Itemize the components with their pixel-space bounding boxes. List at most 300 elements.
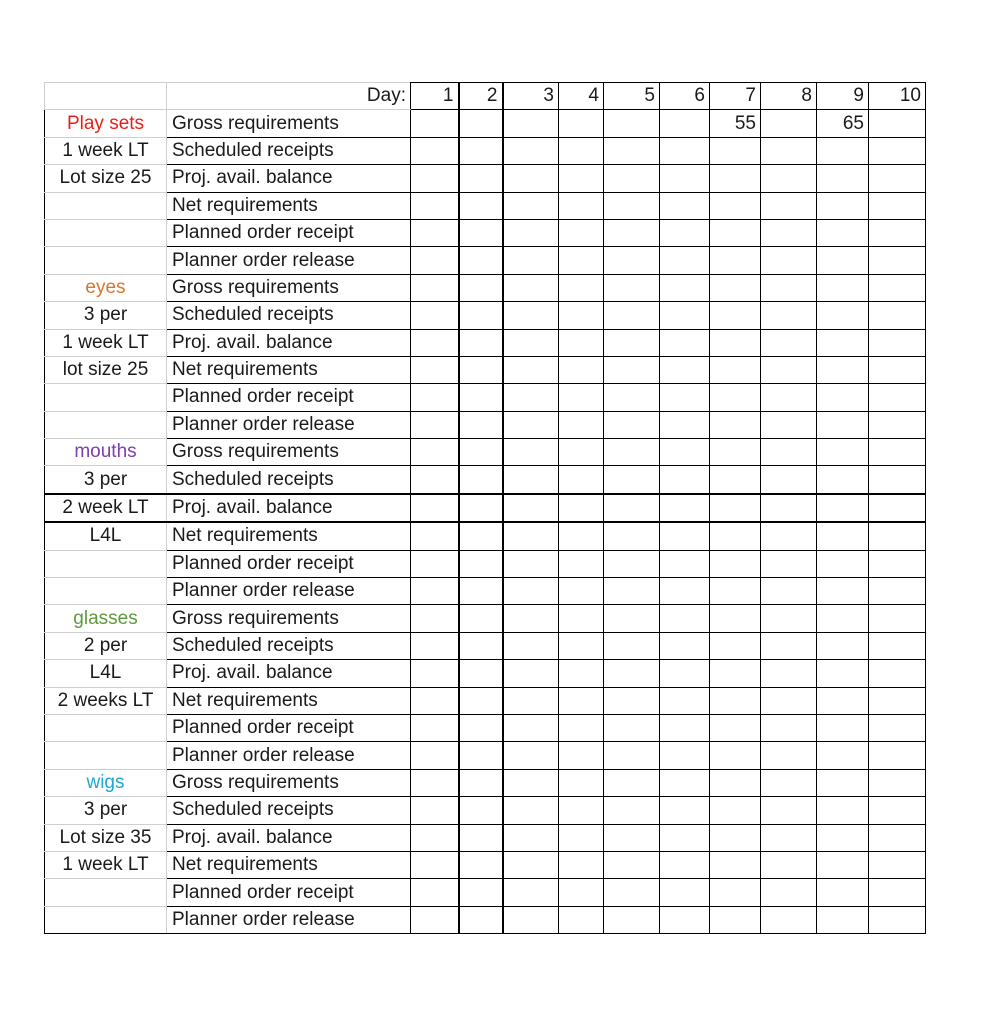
value-cell[interactable] (710, 219, 761, 246)
value-cell[interactable] (817, 578, 869, 605)
value-cell[interactable] (817, 714, 869, 741)
value-cell[interactable] (604, 411, 660, 438)
value-cell[interactable] (459, 660, 503, 687)
value-cell[interactable] (710, 302, 761, 329)
value-cell[interactable] (411, 247, 459, 274)
value-cell[interactable] (503, 605, 559, 632)
value-cell[interactable] (710, 165, 761, 192)
value-cell[interactable] (559, 274, 604, 301)
value-cell[interactable] (604, 274, 660, 301)
value-cell[interactable] (411, 165, 459, 192)
value-cell[interactable] (411, 329, 459, 356)
value-cell[interactable] (660, 769, 710, 796)
value-cell[interactable] (710, 906, 761, 933)
value-cell[interactable] (869, 660, 926, 687)
value-cell[interactable] (761, 879, 817, 906)
value-cell[interactable] (761, 411, 817, 438)
value-cell[interactable] (459, 192, 503, 219)
value-cell[interactable] (817, 632, 869, 659)
value-cell[interactable] (503, 329, 559, 356)
value-cell[interactable] (710, 742, 761, 769)
value-cell[interactable] (817, 824, 869, 851)
value-cell[interactable] (559, 356, 604, 383)
value-cell[interactable] (604, 578, 660, 605)
value-cell[interactable] (503, 247, 559, 274)
value-cell[interactable] (503, 824, 559, 851)
value-cell[interactable] (604, 851, 660, 878)
value-cell[interactable] (761, 797, 817, 824)
value-cell[interactable] (503, 879, 559, 906)
value-cell[interactable] (503, 660, 559, 687)
value-cell[interactable] (710, 879, 761, 906)
value-cell[interactable] (710, 247, 761, 274)
value-cell[interactable] (710, 687, 761, 714)
value-cell[interactable] (459, 851, 503, 878)
value-cell[interactable] (459, 274, 503, 301)
value-cell[interactable] (411, 356, 459, 383)
value-cell[interactable] (761, 687, 817, 714)
value-cell[interactable] (411, 439, 459, 466)
value-cell[interactable] (459, 797, 503, 824)
value-cell[interactable] (660, 714, 710, 741)
value-cell[interactable] (503, 851, 559, 878)
value-cell[interactable] (604, 137, 660, 164)
value-cell[interactable] (817, 356, 869, 383)
value-cell[interactable] (710, 384, 761, 411)
value-cell[interactable] (604, 466, 660, 494)
value-cell[interactable] (660, 165, 710, 192)
value-cell[interactable] (503, 578, 559, 605)
value-cell[interactable] (459, 411, 503, 438)
value-cell[interactable]: 65 (817, 110, 869, 137)
value-cell[interactable] (660, 578, 710, 605)
value-cell[interactable] (604, 329, 660, 356)
value-cell[interactable] (604, 192, 660, 219)
value-cell[interactable] (411, 714, 459, 741)
value-cell[interactable] (604, 384, 660, 411)
value-cell[interactable] (660, 274, 710, 301)
value-cell[interactable] (660, 605, 710, 632)
value-cell[interactable] (761, 550, 817, 577)
value-cell[interactable] (710, 466, 761, 494)
value-cell[interactable] (710, 769, 761, 796)
value-cell[interactable] (817, 550, 869, 577)
value-cell[interactable] (559, 769, 604, 796)
value-cell[interactable] (411, 660, 459, 687)
value-cell[interactable] (869, 522, 926, 550)
value-cell[interactable] (559, 165, 604, 192)
value-cell[interactable] (459, 550, 503, 577)
value-cell[interactable] (710, 578, 761, 605)
value-cell[interactable] (710, 660, 761, 687)
value-cell[interactable] (660, 660, 710, 687)
value-cell[interactable] (761, 769, 817, 796)
value-cell[interactable] (459, 494, 503, 522)
value-cell[interactable] (503, 110, 559, 137)
value-cell[interactable] (710, 522, 761, 550)
value-cell[interactable] (503, 274, 559, 301)
value-cell[interactable] (411, 769, 459, 796)
value-cell[interactable] (761, 660, 817, 687)
value-cell[interactable] (761, 137, 817, 164)
value-cell[interactable] (459, 879, 503, 906)
value-cell[interactable] (710, 192, 761, 219)
value-cell[interactable] (559, 824, 604, 851)
value-cell[interactable] (604, 906, 660, 933)
value-cell[interactable] (660, 494, 710, 522)
value-cell[interactable] (761, 522, 817, 550)
value-cell[interactable] (411, 192, 459, 219)
value-cell[interactable] (604, 660, 660, 687)
value-cell[interactable] (604, 605, 660, 632)
value-cell[interactable] (761, 439, 817, 466)
value-cell[interactable] (660, 851, 710, 878)
value-cell[interactable]: 55 (710, 110, 761, 137)
value-cell[interactable] (660, 550, 710, 577)
value-cell[interactable] (559, 329, 604, 356)
value-cell[interactable] (710, 714, 761, 741)
value-cell[interactable] (869, 824, 926, 851)
value-cell[interactable] (503, 687, 559, 714)
value-cell[interactable] (459, 578, 503, 605)
value-cell[interactable] (559, 632, 604, 659)
value-cell[interactable] (869, 411, 926, 438)
value-cell[interactable] (869, 742, 926, 769)
value-cell[interactable] (411, 384, 459, 411)
value-cell[interactable] (869, 165, 926, 192)
value-cell[interactable] (817, 439, 869, 466)
value-cell[interactable] (604, 687, 660, 714)
value-cell[interactable] (559, 439, 604, 466)
value-cell[interactable] (559, 714, 604, 741)
value-cell[interactable] (817, 274, 869, 301)
value-cell[interactable] (660, 329, 710, 356)
value-cell[interactable] (660, 302, 710, 329)
value-cell[interactable] (559, 384, 604, 411)
value-cell[interactable] (817, 769, 869, 796)
value-cell[interactable] (710, 797, 761, 824)
value-cell[interactable] (869, 384, 926, 411)
value-cell[interactable] (559, 879, 604, 906)
value-cell[interactable] (559, 466, 604, 494)
value-cell[interactable] (761, 632, 817, 659)
value-cell[interactable] (869, 329, 926, 356)
value-cell[interactable] (459, 302, 503, 329)
value-cell[interactable] (869, 906, 926, 933)
value-cell[interactable] (710, 329, 761, 356)
value-cell[interactable] (559, 687, 604, 714)
value-cell[interactable] (710, 550, 761, 577)
value-cell[interactable] (710, 632, 761, 659)
value-cell[interactable] (869, 769, 926, 796)
value-cell[interactable] (660, 356, 710, 383)
value-cell[interactable] (761, 851, 817, 878)
value-cell[interactable] (817, 851, 869, 878)
value-cell[interactable] (559, 302, 604, 329)
value-cell[interactable] (559, 411, 604, 438)
value-cell[interactable] (559, 660, 604, 687)
value-cell[interactable] (761, 466, 817, 494)
value-cell[interactable] (660, 687, 710, 714)
value-cell[interactable] (817, 879, 869, 906)
value-cell[interactable] (869, 632, 926, 659)
value-cell[interactable] (411, 605, 459, 632)
value-cell[interactable] (411, 578, 459, 605)
value-cell[interactable] (559, 550, 604, 577)
value-cell[interactable] (710, 494, 761, 522)
value-cell[interactable] (761, 742, 817, 769)
value-cell[interactable] (869, 439, 926, 466)
value-cell[interactable] (869, 302, 926, 329)
value-cell[interactable] (411, 522, 459, 550)
value-cell[interactable] (503, 522, 559, 550)
value-cell[interactable] (503, 137, 559, 164)
value-cell[interactable] (817, 329, 869, 356)
value-cell[interactable] (503, 906, 559, 933)
value-cell[interactable] (559, 742, 604, 769)
value-cell[interactable] (660, 632, 710, 659)
value-cell[interactable] (503, 302, 559, 329)
value-cell[interactable] (660, 824, 710, 851)
value-cell[interactable] (604, 824, 660, 851)
value-cell[interactable] (503, 714, 559, 741)
value-cell[interactable] (411, 550, 459, 577)
value-cell[interactable] (710, 356, 761, 383)
value-cell[interactable] (869, 219, 926, 246)
value-cell[interactable] (761, 494, 817, 522)
value-cell[interactable] (817, 219, 869, 246)
value-cell[interactable] (411, 411, 459, 438)
value-cell[interactable] (559, 110, 604, 137)
value-cell[interactable] (869, 466, 926, 494)
value-cell[interactable] (817, 494, 869, 522)
value-cell[interactable] (411, 110, 459, 137)
value-cell[interactable] (710, 439, 761, 466)
value-cell[interactable] (869, 192, 926, 219)
value-cell[interactable] (503, 769, 559, 796)
value-cell[interactable] (660, 247, 710, 274)
value-cell[interactable] (660, 466, 710, 494)
value-cell[interactable] (604, 632, 660, 659)
value-cell[interactable] (411, 797, 459, 824)
value-cell[interactable] (503, 494, 559, 522)
value-cell[interactable] (411, 687, 459, 714)
value-cell[interactable] (761, 906, 817, 933)
value-cell[interactable] (411, 742, 459, 769)
value-cell[interactable] (604, 769, 660, 796)
value-cell[interactable] (660, 742, 710, 769)
value-cell[interactable] (869, 110, 926, 137)
value-cell[interactable] (869, 605, 926, 632)
value-cell[interactable] (559, 494, 604, 522)
value-cell[interactable] (559, 192, 604, 219)
value-cell[interactable] (411, 494, 459, 522)
value-cell[interactable] (459, 605, 503, 632)
value-cell[interactable] (660, 522, 710, 550)
value-cell[interactable] (459, 824, 503, 851)
value-cell[interactable] (869, 356, 926, 383)
value-cell[interactable] (459, 687, 503, 714)
value-cell[interactable] (503, 742, 559, 769)
value-cell[interactable] (604, 110, 660, 137)
value-cell[interactable] (459, 742, 503, 769)
value-cell[interactable] (710, 851, 761, 878)
value-cell[interactable] (869, 797, 926, 824)
value-cell[interactable] (817, 137, 869, 164)
value-cell[interactable] (761, 824, 817, 851)
value-cell[interactable] (559, 219, 604, 246)
value-cell[interactable] (559, 137, 604, 164)
value-cell[interactable] (503, 356, 559, 383)
value-cell[interactable] (817, 687, 869, 714)
value-cell[interactable] (817, 522, 869, 550)
value-cell[interactable] (411, 824, 459, 851)
value-cell[interactable] (869, 687, 926, 714)
value-cell[interactable] (761, 329, 817, 356)
value-cell[interactable] (817, 466, 869, 494)
value-cell[interactable] (660, 384, 710, 411)
value-cell[interactable] (459, 769, 503, 796)
value-cell[interactable] (817, 797, 869, 824)
value-cell[interactable] (761, 274, 817, 301)
value-cell[interactable] (459, 165, 503, 192)
value-cell[interactable] (604, 165, 660, 192)
value-cell[interactable] (559, 605, 604, 632)
value-cell[interactable] (411, 219, 459, 246)
value-cell[interactable] (604, 522, 660, 550)
value-cell[interactable] (503, 632, 559, 659)
value-cell[interactable] (503, 219, 559, 246)
value-cell[interactable] (761, 192, 817, 219)
value-cell[interactable] (761, 247, 817, 274)
value-cell[interactable] (710, 137, 761, 164)
value-cell[interactable] (459, 329, 503, 356)
value-cell[interactable] (503, 411, 559, 438)
value-cell[interactable] (559, 522, 604, 550)
value-cell[interactable] (604, 550, 660, 577)
value-cell[interactable] (411, 274, 459, 301)
value-cell[interactable] (817, 302, 869, 329)
value-cell[interactable] (761, 714, 817, 741)
value-cell[interactable] (817, 605, 869, 632)
value-cell[interactable] (710, 274, 761, 301)
value-cell[interactable] (660, 219, 710, 246)
value-cell[interactable] (761, 605, 817, 632)
value-cell[interactable] (604, 797, 660, 824)
value-cell[interactable] (869, 494, 926, 522)
value-cell[interactable] (660, 879, 710, 906)
value-cell[interactable] (459, 110, 503, 137)
value-cell[interactable] (660, 906, 710, 933)
value-cell[interactable] (604, 714, 660, 741)
value-cell[interactable] (411, 851, 459, 878)
value-cell[interactable] (411, 879, 459, 906)
value-cell[interactable] (459, 714, 503, 741)
value-cell[interactable] (459, 356, 503, 383)
value-cell[interactable] (559, 797, 604, 824)
value-cell[interactable] (604, 494, 660, 522)
value-cell[interactable] (660, 137, 710, 164)
value-cell[interactable] (459, 906, 503, 933)
value-cell[interactable] (503, 550, 559, 577)
value-cell[interactable] (817, 192, 869, 219)
value-cell[interactable] (411, 137, 459, 164)
value-cell[interactable] (761, 356, 817, 383)
value-cell[interactable] (710, 411, 761, 438)
value-cell[interactable] (761, 384, 817, 411)
value-cell[interactable] (869, 247, 926, 274)
value-cell[interactable] (817, 384, 869, 411)
value-cell[interactable] (660, 797, 710, 824)
value-cell[interactable] (761, 302, 817, 329)
value-cell[interactable] (710, 605, 761, 632)
value-cell[interactable] (869, 714, 926, 741)
value-cell[interactable] (459, 466, 503, 494)
value-cell[interactable] (411, 906, 459, 933)
value-cell[interactable] (559, 906, 604, 933)
value-cell[interactable] (411, 466, 459, 494)
value-cell[interactable] (604, 247, 660, 274)
value-cell[interactable] (459, 439, 503, 466)
value-cell[interactable] (559, 247, 604, 274)
value-cell[interactable] (869, 879, 926, 906)
value-cell[interactable] (503, 384, 559, 411)
value-cell[interactable] (503, 165, 559, 192)
value-cell[interactable] (604, 742, 660, 769)
value-cell[interactable] (411, 632, 459, 659)
value-cell[interactable] (459, 137, 503, 164)
value-cell[interactable] (411, 302, 459, 329)
value-cell[interactable] (604, 219, 660, 246)
value-cell[interactable] (817, 247, 869, 274)
value-cell[interactable] (459, 384, 503, 411)
value-cell[interactable] (660, 192, 710, 219)
value-cell[interactable] (869, 274, 926, 301)
value-cell[interactable] (710, 824, 761, 851)
value-cell[interactable] (604, 302, 660, 329)
value-cell[interactable] (559, 851, 604, 878)
value-cell[interactable] (459, 247, 503, 274)
value-cell[interactable] (761, 219, 817, 246)
value-cell[interactable] (761, 578, 817, 605)
value-cell[interactable] (660, 411, 710, 438)
value-cell[interactable] (817, 660, 869, 687)
value-cell[interactable] (869, 578, 926, 605)
value-cell[interactable] (660, 110, 710, 137)
value-cell[interactable] (503, 439, 559, 466)
value-cell[interactable] (503, 466, 559, 494)
value-cell[interactable] (761, 110, 817, 137)
value-cell[interactable] (869, 851, 926, 878)
value-cell[interactable] (817, 411, 869, 438)
value-cell[interactable] (559, 578, 604, 605)
value-cell[interactable] (604, 439, 660, 466)
value-cell[interactable] (869, 550, 926, 577)
value-cell[interactable] (660, 439, 710, 466)
value-cell[interactable] (761, 165, 817, 192)
value-cell[interactable] (869, 137, 926, 164)
value-cell[interactable] (503, 797, 559, 824)
value-cell[interactable] (459, 219, 503, 246)
value-cell[interactable] (604, 879, 660, 906)
value-cell[interactable] (459, 632, 503, 659)
value-cell[interactable] (459, 522, 503, 550)
value-cell[interactable] (817, 906, 869, 933)
value-cell[interactable] (604, 356, 660, 383)
value-cell[interactable] (817, 165, 869, 192)
value-cell[interactable] (817, 742, 869, 769)
value-cell[interactable] (503, 192, 559, 219)
